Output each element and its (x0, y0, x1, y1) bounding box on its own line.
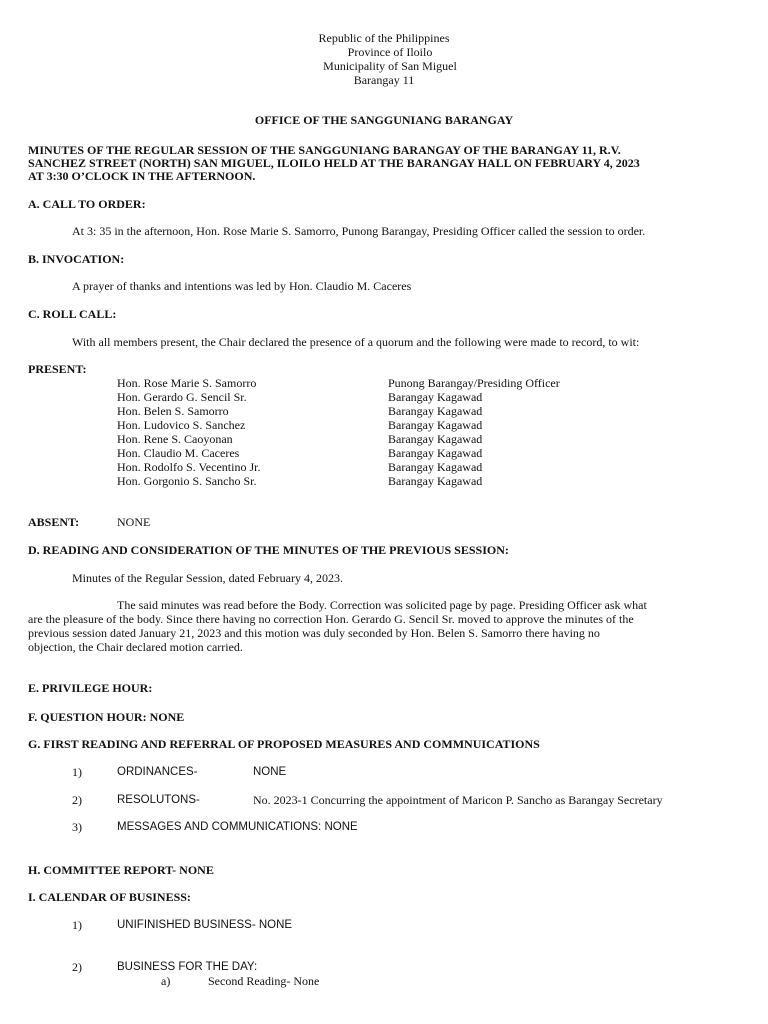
privilege-hour-heading: E. PRIVILEGE HOUR: (28, 681, 153, 695)
sub-item-letter: a) (161, 974, 171, 988)
member-name: Hon. Gerardo G. Sencil Sr. (117, 390, 247, 404)
first-reading-heading: G. FIRST READING AND REFERRAL OF PROPOSED MEASURES AND COMMNUICATIONS (28, 737, 540, 751)
minutes-title-line: AT 3:30 O’CLOCK IN THE AFTERNOON. (28, 169, 256, 183)
member-name: Hon. Gorgonio S. Sancho Sr. (117, 474, 257, 488)
calendar-heading: I. CALENDAR OF BUSINESS: (28, 890, 191, 904)
minutes-title-line: MINUTES OF THE REGULAR SESSION OF THE SANGGUNIANG BARANGAY OF THE BARANGAY 11, R.V. (28, 143, 621, 157)
minutes-title-line: SANCHEZ STREET (NORTH) SAN MIGUEL, ILOILO HELD AT THE BARANGAY HALL ON FEBRUARY 4, 2023 (28, 156, 640, 170)
member-name: Hon. Rene S. Caoyonan (117, 432, 233, 446)
item-label: UNIFINISHED BUSINESS- NONE (117, 919, 293, 931)
sub-item-label: Second Reading- None (208, 974, 320, 988)
call-to-order-text: At 3: 35 in the afternoon, Hon. Rose Marie S. Samorro, Punong Barangay, Presiding Officer called the session to order. (72, 224, 646, 238)
member-position: Barangay Kagawad (388, 460, 483, 474)
member-position: Barangay Kagawad (388, 446, 483, 460)
item-number: 2) (72, 960, 82, 974)
present-label: PRESENT: (28, 362, 87, 376)
member-name: Hon. Rose Marie S. Samorro (117, 376, 257, 390)
member-position: Barangay Kagawad (388, 474, 483, 488)
invocation-text: A prayer of thanks and intentions was led by Hon. Claudio M. Caceres (72, 279, 412, 293)
item-label: MESSAGES AND COMMUNICATIONS: NONE (117, 821, 358, 833)
header-municipality: Municipality of San Miguel (323, 59, 457, 73)
header-barangay: Barangay 11 (353, 73, 415, 87)
reading-paragraph-line: The said minutes was read before the Body. Correction was solicited page by page. Presiding Officer ask what (117, 598, 647, 612)
item-label: BUSINESS FOR THE DAY: (117, 961, 258, 973)
member-position: Barangay Kagawad (388, 390, 483, 404)
item-label: RESOLUTONS- (117, 794, 200, 806)
invocation-heading: B. INVOCATION: (28, 252, 125, 266)
item-number: 2) (72, 793, 82, 807)
member-name: Hon. Ludovico S. Sanchez (117, 418, 246, 432)
item-value: NONE (253, 766, 287, 778)
reading-subtitle: Minutes of the Regular Session, dated February 4, 2023. (72, 571, 343, 585)
item-value: No. 2023-1 Concurring the appointment of Maricon P. Sancho as Barangay Secretary (253, 793, 663, 807)
member-position: Barangay Kagawad (388, 418, 483, 432)
absent-label: ABSENT: (28, 515, 80, 529)
reading-paragraph-line: previous session dated January 21, 2023 and this motion was duly seconded by Hon. Belen S. Samorro there having no (28, 626, 600, 640)
committee-report-heading: H. COMMITTEE REPORT- NONE (28, 863, 214, 877)
item-number: 3) (72, 820, 82, 834)
member-position: Barangay Kagawad (388, 432, 483, 446)
member-position: Punong Barangay/Presiding Officer (388, 376, 560, 390)
item-number: 1) (72, 765, 82, 779)
absent-value: NONE (117, 515, 151, 529)
header-republic: Republic of the Philippines (318, 31, 450, 45)
member-name: Hon. Belen S. Samorro (117, 404, 229, 418)
reading-paragraph-line: are the pleasure of the body. Since there having no correction Hon. Gerardo G. Sencil Sr. moved to approve the minutes of the (28, 612, 634, 626)
member-name: Hon. Claudio M. Caceres (117, 446, 240, 460)
item-number: 1) (72, 918, 82, 932)
roll-call-heading: C. ROLL CALL: (28, 307, 117, 321)
item-label: ORDINANCES- (117, 766, 198, 778)
roll-call-text: With all members present, the Chair declared the presence of a quorum and the following were made to record, to wit: (72, 335, 640, 349)
member-name: Hon. Rodolfo S. Vecentino Jr. (117, 460, 261, 474)
office-title: OFFICE OF THE SANGGUNIANG BARANGAY (254, 113, 514, 127)
question-hour-heading: F. QUESTION HOUR: NONE (28, 710, 185, 724)
call-to-order-heading: A. CALL TO ORDER: (28, 197, 146, 211)
header-province: Province of Iloilo (347, 45, 433, 59)
reading-paragraph-line: objection, the Chair declared motion carried. (28, 640, 243, 654)
reading-heading: D. READING AND CONSIDERATION OF THE MINUTES OF THE PREVIOUS SESSION: (28, 543, 509, 557)
member-position: Barangay Kagawad (388, 404, 483, 418)
